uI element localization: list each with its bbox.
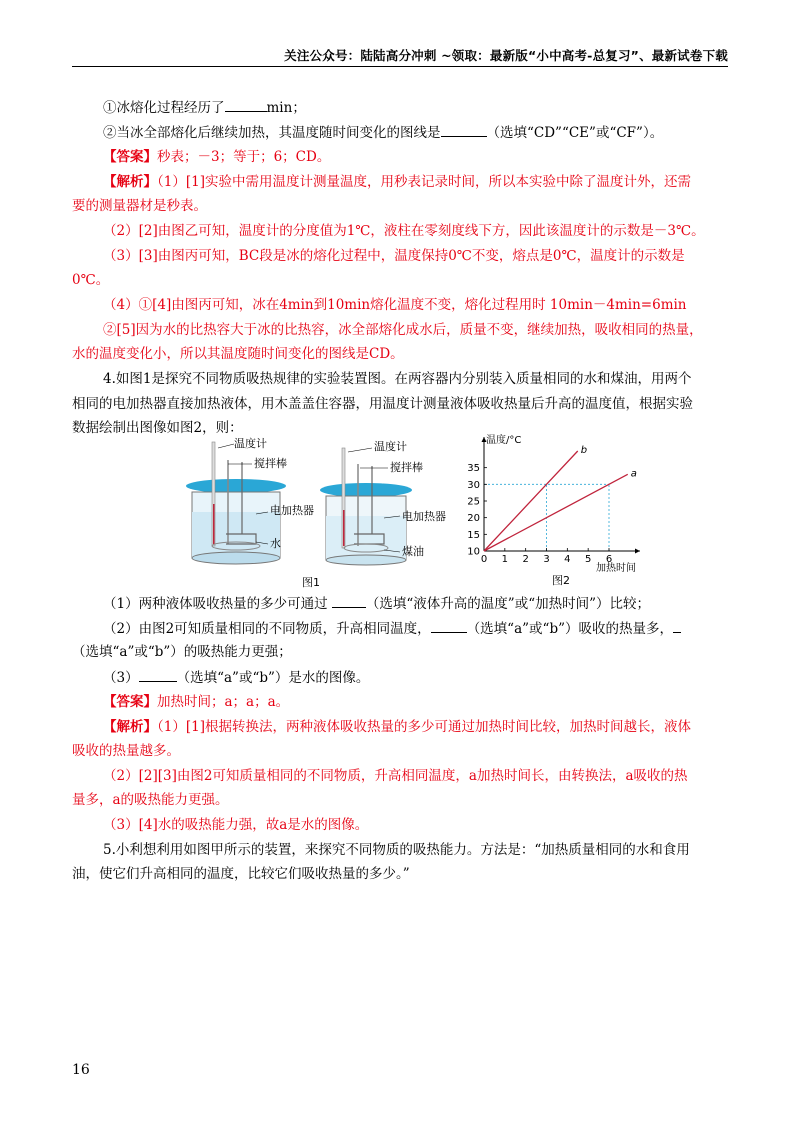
label-heater: 电加热器 — [270, 504, 314, 517]
figure-2-chart — [460, 434, 660, 594]
analysis-tag: 【解析】 — [103, 719, 157, 735]
analysis-tag: 【解析】 — [103, 174, 157, 190]
figure-1-caption: 图1 — [302, 576, 320, 589]
label-stirrer-2: 搅拌棒 — [390, 461, 423, 474]
series-label-b: b — [580, 445, 588, 456]
q3-sub1-text: ①冰熔化过程经历了 — [103, 100, 225, 116]
answer-blank — [431, 618, 467, 633]
answer-blank — [139, 667, 177, 682]
x-axis-label: 加热时间 — [596, 563, 636, 574]
x-tick-label: 6 — [605, 554, 613, 565]
wooden-lid — [320, 483, 412, 497]
analysis-text: （1）[1]实验中需用温度计测量温度，用秒表记录时间，所以本实验中除了温度计外，还需 — [157, 174, 691, 190]
y-tick-label: 10 — [467, 546, 480, 558]
q3-answer — [103, 147, 330, 167]
analysis-text: （1）[1]根据转换法，两种液体吸收热量的多少可通过加热时间比较，加热时间越长，液体 — [157, 719, 691, 735]
q3-analysis-5: ②[5]因为水的比热容大于冰的比热容，冰全部熔化成水后，质量不变，继续加热，吸收相同的热量， — [103, 322, 703, 338]
x-tick-label: 5 — [584, 554, 592, 565]
x-tick-label: 0 — [480, 554, 488, 565]
q4-part-1 — [103, 593, 650, 614]
q3-analysis-3: （3）[3]由图丙可知，BC段是冰的熔化过程中，温度保持0℃不变，熔点是0℃，温度计的示数是 — [103, 248, 685, 264]
q4-part-3-options: （选填“a”或“b”）是水的图像。 — [176, 670, 370, 686]
q4-part-1-options: （选填“液体升高的温度”或“加热时间”）比较； — [365, 596, 650, 612]
answer-blank — [441, 122, 487, 137]
q4-part-1-text: （1）两种液体吸收热量的多少可通过 — [103, 596, 328, 612]
answer-text: 加热时间；a；a；a。 — [157, 694, 290, 710]
label-water: 水 — [270, 537, 281, 550]
q3-analysis-3b: 0℃。 — [72, 272, 110, 288]
q4-stem-3: 数据绘制出图像如图2，则： — [72, 420, 243, 436]
q3-sub1 — [103, 97, 306, 118]
answer-tag: 【答案】 — [103, 694, 157, 710]
q3-analysis-1b: 要的测量器材是秒表。 — [72, 198, 207, 214]
q4-answer — [103, 692, 289, 712]
wooden-lid — [186, 479, 286, 493]
q4-part-3-text: （3） — [103, 670, 139, 686]
y-tick-label: 35 — [467, 463, 480, 475]
q4-analysis-2: （2）[2][3]由图2可知质量相同的不同物质，升高相同温度，a加热时间长，由转换法，a吸收的热 — [103, 768, 688, 784]
figure-2-caption: 图2 — [552, 574, 570, 587]
q4-analysis-1 — [103, 717, 691, 737]
y-tick-label: 30 — [467, 479, 480, 491]
answer-blank — [225, 97, 267, 112]
q3-analysis-2: （2）[2]由图乙可知，温度计的分度值为1℃，液柱在零刻度线下方，因此该温度计的示数是－3℃。 — [103, 223, 705, 239]
x-axis-arrow — [635, 549, 640, 554]
series-line-a — [484, 474, 628, 551]
answer-tag: 【答案】 — [103, 149, 157, 165]
q3-analysis-1 — [103, 172, 691, 192]
q4-stem-2: 相同的电加热器直接加热液体，用木盖盖住容器，用温度计测量液体吸收热量后升高的温度值，根据实验 — [72, 396, 693, 412]
q4-part-2 — [103, 618, 681, 639]
q3-analysis-4: （4）①[4]由图丙可知，冰在4min到10min熔化温度不变，熔化过程用时 10min－4min=6min — [103, 297, 687, 313]
q4-part-3 — [103, 667, 369, 688]
q4-part-2-options: （选填“a”或“b”）吸收的热量多， — [466, 621, 673, 637]
figure-1-apparatus — [176, 434, 466, 594]
page-number: 16 — [72, 1062, 90, 1078]
q4-analysis-1b: 吸收的热量越多。 — [72, 743, 180, 759]
q3-sub2-options: （选填“CD”“CE”或“CF”）。 — [486, 125, 664, 141]
q4-analysis-2b: 量多，a的吸热能力更强。 — [72, 792, 229, 808]
q5-stem-1: 5.小利想利用如图甲所示的装置，来探究不同物质的吸热能力。方法是：“加热质量相同的水和食用 — [103, 842, 690, 858]
answer-blank — [332, 593, 366, 608]
q4-stem-1: 4.如图1是探究不同物质吸热规律的实验装置图。在两容器内分别装入质量相同的水和煤油，用两个 — [103, 371, 692, 387]
answer-blank — [673, 618, 681, 633]
label-kerosene: 煤油 — [402, 545, 424, 558]
q3-sub2-text: ②当冰全部熔化后继续加热，其温度随时间变化的图线是 — [103, 125, 441, 141]
q5-stem-2: 油，使它们升高相同的温度，比较它们吸收热量的多少。” — [72, 866, 410, 882]
q4-part-2b: （选填“a”或“b”）的吸热能力更强； — [72, 644, 292, 660]
x-tick-label: 4 — [564, 554, 571, 565]
answer-text: 秒表；－3；等于；6；CD。 — [157, 149, 331, 165]
q3-analysis-5b: 水的温度变化小，所以其温度随时间变化的图线是CD。 — [72, 346, 404, 362]
q4-analysis-3: （3）[4]水的吸热能力强，故a是水的图像。 — [103, 817, 369, 833]
x-tick-label: 1 — [501, 554, 509, 565]
label-thermometer-2: 温度计 — [374, 440, 407, 453]
y-axis-label: 温度/°C — [486, 435, 522, 446]
q3-sub1-unit: min； — [266, 100, 306, 116]
y-tick-label: 25 — [467, 496, 480, 508]
series-line-b — [484, 451, 578, 551]
label-thermometer: 温度计 — [234, 437, 267, 450]
y-tick-label: 20 — [467, 513, 480, 525]
x-tick-label: 3 — [543, 554, 550, 565]
page-header: 关注公众号：陆陆高分冲刺 ~领取：最新版“小中高考-总复习”、最新试卷下载 — [284, 48, 728, 63]
label-stirrer: 搅拌棒 — [254, 457, 287, 470]
label-heater-2: 电加热器 — [402, 510, 446, 523]
x-tick-label: 2 — [522, 554, 529, 565]
q4-part-2-text: （2）由图2可知质量相同的不同物质，升高相同温度， — [103, 621, 431, 637]
y-tick-label: 15 — [467, 529, 480, 541]
header-divider — [72, 66, 728, 67]
q3-sub2 — [103, 122, 663, 143]
series-label-a: a — [630, 468, 637, 480]
